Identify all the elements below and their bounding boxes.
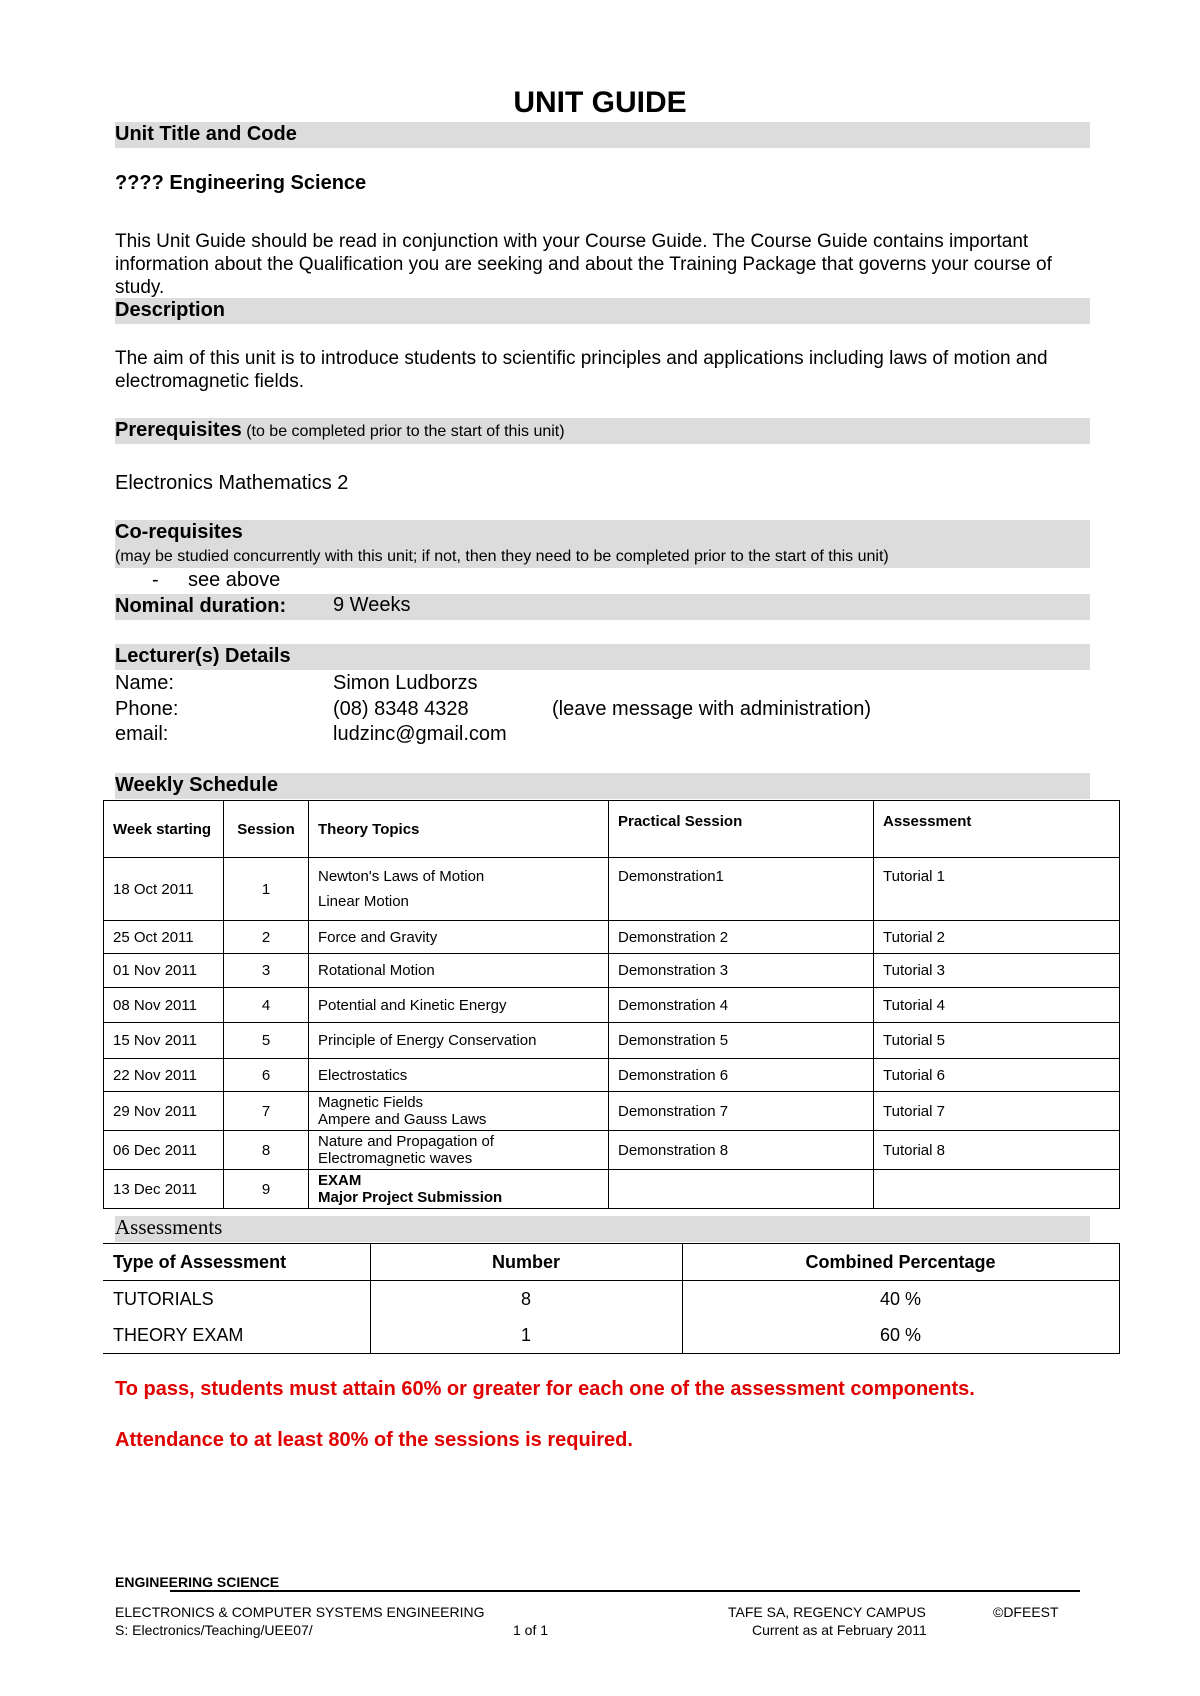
description-heading: Description [115,299,226,321]
schedule-row [104,1131,1120,1170]
theory-cell [309,1170,609,1209]
assessment-type: THEORY EXAM [103,1317,370,1354]
theory-topic-secondary: Major Project Submission [318,1189,503,1206]
session-cell: 4 [224,988,309,1023]
practical-cell: Demonstration 3 [609,954,874,988]
header-assessment: Assessment [874,801,1120,858]
header-theory: Theory Topics [309,801,609,858]
header-number: Number [370,1244,682,1281]
corequisites-heading: Co-requisites [115,521,243,543]
footer-path: S: Electronics/Teaching/UEE07/ [115,1622,313,1638]
assessments-band [115,1216,1090,1242]
lecturer-email-value[interactable]: ludzinc@gmail.com [333,723,507,745]
assessment-cell: Tutorial 3 [874,954,1120,988]
footer-campus: TAFE SA, REGENCY CAMPUS [728,1604,926,1620]
footer-rule [170,1590,1080,1592]
week-cell: 15 Nov 2011 [104,1023,224,1059]
theory-cell [309,954,609,988]
footer-department: ELECTRONICS & COMPUTER SYSTEMS ENGINEERING [115,1604,485,1620]
schedule-header-row [104,801,1120,858]
week-cell: 29 Nov 2011 [104,1092,224,1131]
header-practical: Practical Session [609,801,874,858]
practical-cell: Demonstration 4 [609,988,874,1023]
unit-title-heading: Unit Title and Code [115,123,297,145]
week-cell: 01 Nov 2011 [104,954,224,988]
session-cell: 8 [224,1131,309,1170]
schedule-row [104,1023,1120,1059]
assessments-table [103,1243,1120,1354]
theory-topic: Newton's Laws of Motion [318,868,485,885]
duration-value: 9 Weeks [333,594,411,616]
session-cell: 5 [224,1023,309,1059]
theory-topic: Force and Gravity [318,928,438,946]
practical-cell: Demonstration 8 [609,1131,874,1170]
schedule-row [104,1170,1120,1209]
assessment-row [103,1281,1119,1318]
assessments-heading: Assessments [115,1215,223,1239]
footer-page-number: 1 of 1 [513,1622,549,1638]
header-percentage: Combined Percentage [682,1244,1119,1281]
lecturer-name-value: Simon Ludborzs [333,672,478,694]
footer-copyright: ©DFEEST [993,1604,1059,1620]
theory-cell [309,1023,609,1059]
assessment-cell: Tutorial 1 [874,858,1120,921]
assessment-number: 1 [370,1317,682,1354]
theory-cell [309,858,609,921]
header-week: Week starting [104,801,224,858]
schedule-row [104,1059,1120,1092]
week-cell: 18 Oct 2011 [104,858,224,921]
schedule-row [104,954,1120,988]
intro-text: This Unit Guide should be read in conjunction with your Course Guide. The Course Guide contains important information about the Qualification you are seeking and about the Training Package that governs your course of study. [115,231,1052,298]
assessment-cell: Tutorial 2 [874,921,1120,954]
theory-cell [309,921,609,954]
session-cell: 7 [224,1092,309,1131]
assessment-cell: Tutorial 5 [874,1023,1120,1059]
session-cell: 2 [224,921,309,954]
theory-topic: Potential and Kinetic Energy [318,996,507,1014]
practical-cell [609,1170,874,1209]
session-cell: 3 [224,954,309,988]
prerequisites-value: Electronics Mathematics 2 [115,472,349,494]
description-band [115,298,1090,324]
schedule-row [104,988,1120,1023]
schedule-row [104,1092,1120,1131]
schedule-heading: Weekly Schedule [115,774,279,796]
theory-topic: Electrostatics [318,1066,408,1084]
week-cell: 08 Nov 2011 [104,988,224,1023]
assessment-type: TUTORIALS [113,1288,214,1309]
practical-cell: Demonstration 2 [609,921,874,954]
description-text: The aim of this unit is to introduce students to scientific principles and applications including laws of motion and electromagnetic fields. [115,348,1048,392]
assessment-cell: Tutorial 7 [874,1092,1120,1131]
footer-current: Current as at February 2011 [752,1622,927,1638]
unit-name: ???? Engineering Science [115,172,367,194]
corequisites-note: (may be studied concurrently with this unit; if not, then they need to be completed prior to the start of this unit) [115,548,889,565]
document-title: UNIT GUIDE [513,86,687,119]
schedule-row [104,921,1120,954]
theory-topic: EXAM [318,1172,362,1189]
prerequisites-note: (to be completed prior to the start of this unit) [246,423,565,440]
theory-topic-secondary: Electromagnetic waves [318,1150,473,1167]
assessment-row [103,1317,1119,1354]
lecturer-phone-value: (08) 8348 4328 [333,698,469,720]
session-cell: 1 [224,858,309,921]
prerequisites-heading-line [115,419,565,442]
theory-topic: Nature and Propagation of [318,1133,494,1150]
assessment-cell: Tutorial 6 [874,1059,1120,1092]
theory-cell [309,1131,609,1170]
theory-topic: Rotational Motion [318,962,435,979]
prerequisites-heading: Prerequisites [115,419,242,441]
theory-topic: Principle of Energy Conservation [318,1032,537,1049]
assessment-cell [874,1170,1120,1209]
week-cell: 25 Oct 2011 [104,921,224,954]
schedule-row [104,858,1120,921]
attendance-note: Attendance to at least 80% of the sessions is required. [115,1429,633,1451]
footer-unit: ENGINEERING SCIENCE [115,1574,280,1590]
header-type: Type of Assessment [103,1244,370,1281]
practical-cell: Demonstration 6 [609,1059,874,1092]
week-cell: 06 Dec 2011 [104,1131,224,1170]
week-cell: 13 Dec 2011 [104,1170,224,1209]
practical-cell: Demonstration 7 [609,1092,874,1131]
theory-cell [309,1059,609,1092]
assessment-cell: Tutorial 4 [874,988,1120,1023]
lecturer-email-label: email: [115,723,169,745]
header-session: Session [224,801,309,858]
theory-topic-secondary: Ampere and Gauss Laws [318,1111,487,1128]
corequisites-value: see above [188,569,281,591]
practical-cell: Demonstration 5 [609,1023,874,1059]
theory-cell [309,1092,609,1131]
theory-topic: Magnetic Fields [318,1094,424,1111]
session-cell: 6 [224,1059,309,1092]
session-cell: 9 [224,1170,309,1209]
lecturer-name-label: Name: [115,672,174,694]
duration-label: Nominal duration: [115,595,287,617]
assessment-percentage: 60 % [682,1317,1119,1354]
pass-note: To pass, students must attain 60% or greater for each one of the assessment components. [115,1378,975,1400]
theory-topic-secondary: Linear Motion [318,893,409,910]
assessment-percentage: 40 % [682,1281,1119,1318]
lecturer-heading: Lecturer(s) Details [115,645,291,667]
week-cell: 22 Nov 2011 [104,1059,224,1092]
assessment-number: 8 [370,1281,682,1318]
weekly-schedule-table [103,800,1120,1209]
theory-cell [309,988,609,1023]
assessment-cell: Tutorial 8 [874,1131,1120,1170]
lecturer-phone-note: (leave message with administration) [552,698,872,720]
lecturer-phone-label: Phone: [115,698,179,720]
practical-cell: Demonstration1 [609,858,874,921]
assessment-header-row [103,1244,1119,1281]
corequisites-bullet: - [152,569,159,591]
